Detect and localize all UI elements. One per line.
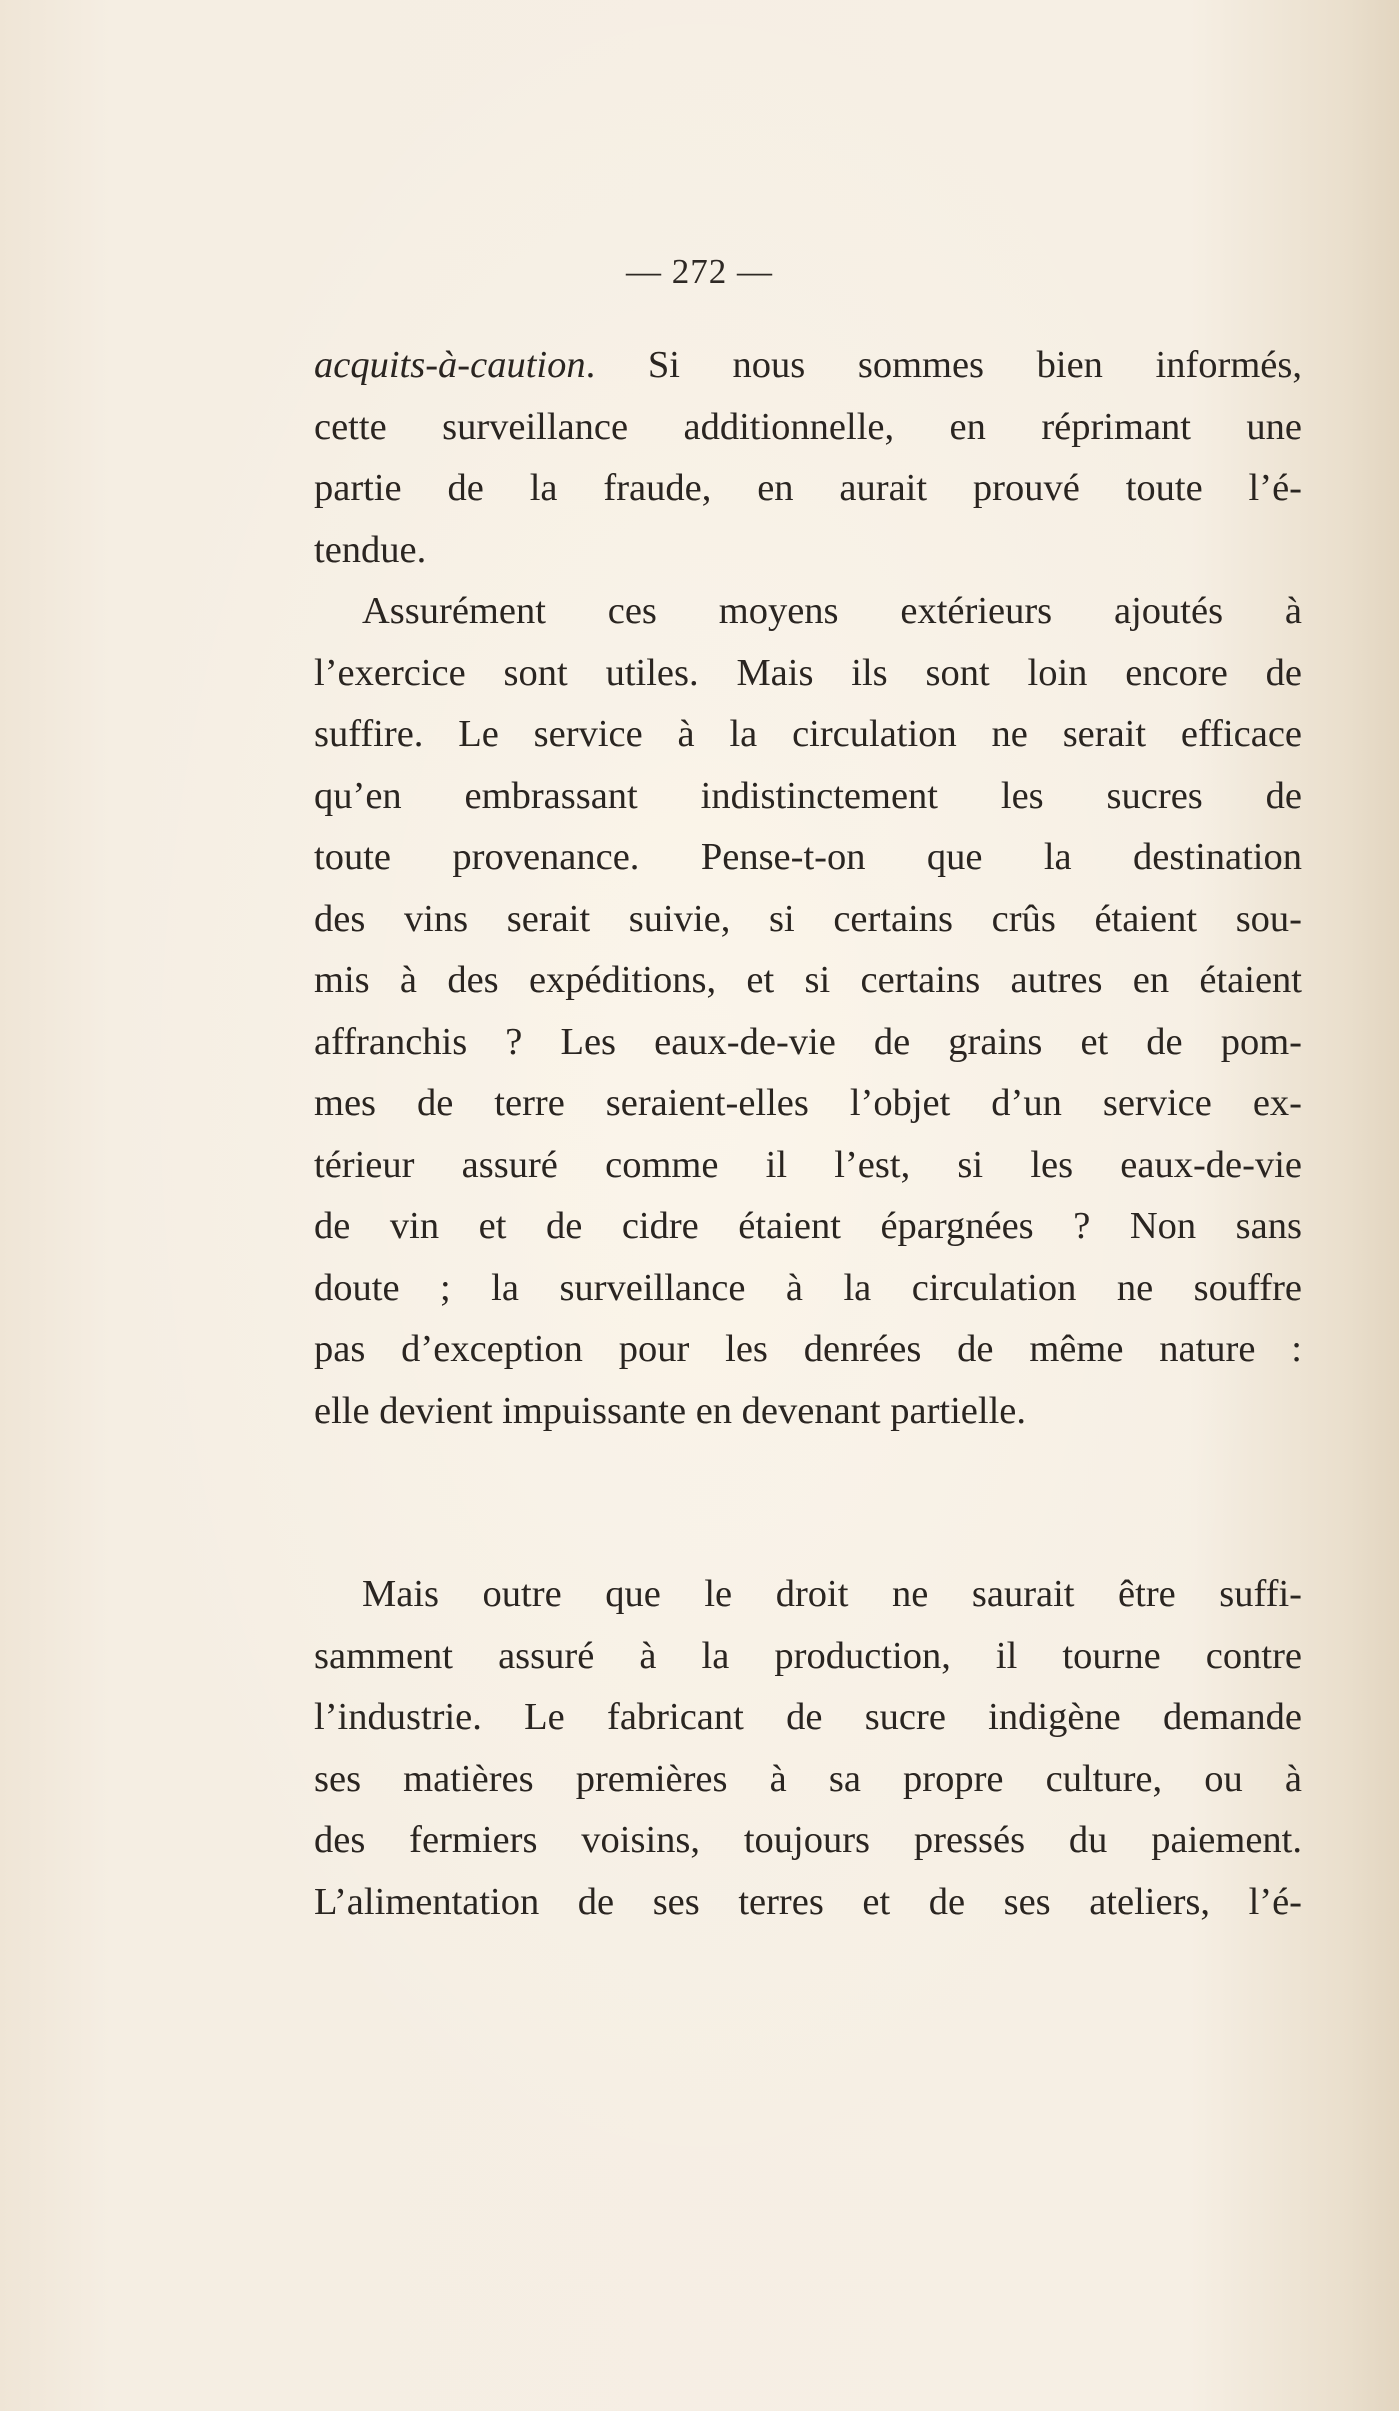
text-line: L’alimentation de ses terres et de ses ateliers, l’é- (314, 1880, 1302, 1923)
text-line: Assurément ces moyens extérieurs ajoutés à (362, 590, 1302, 632)
text-line: qu’en embrassant indistinctement les sucres de (314, 774, 1302, 817)
text-block-upper (314, 335, 1302, 1442)
text-line: mis à des expéditions, et si certains autres en étaient (314, 959, 1302, 1001)
text-line: cette surveillance additionnelle, en réprimant une (314, 405, 1302, 448)
text-line: samment assuré à la production, il tourne contre (314, 1634, 1302, 1677)
italic-term: acquits-à-caution (314, 344, 586, 386)
text-line: térieur assuré comme il l’est, si les eaux-de-vie (314, 1143, 1302, 1186)
page-number: — 272 — (626, 252, 773, 291)
text-line: elle devient impuissante en devenant partielle. (314, 1389, 1026, 1432)
text-line: Mais outre que le droit ne saurait être suffi- (362, 1573, 1302, 1615)
text-line: pas d’exception pour les denrées de même nature : (314, 1328, 1302, 1370)
text-line: suffire. Le service à la circulation ne serait efficace (314, 713, 1302, 755)
text-line-content: . Si nous sommes bien informés, (585, 344, 1302, 386)
text-line: mes de terre seraient-elles l’objet d’un service ex- (314, 1082, 1302, 1124)
text-line: des vins serait suivie, si certains crûs étaient sou- (314, 897, 1302, 940)
text-line: de vin et de cidre étaient épargnées ? Non sans (314, 1205, 1302, 1247)
text-line: affranchis ? Les eaux-de-vie de grains et de pom- (314, 1020, 1302, 1063)
text-line: l’exercice sont utiles. Mais ils sont loin encore de (314, 651, 1302, 694)
text-line: toute provenance. Pense-t-on que la destination (314, 836, 1302, 878)
text-line: ses matières premières à sa propre culture, ou à (314, 1757, 1302, 1800)
text-line: l’industrie. Le fabricant de sucre indigène demande (314, 1696, 1302, 1738)
text-line (314, 335, 1302, 397)
text-line: partie de la fraude, en aurait prouvé toute l’é- (314, 467, 1302, 509)
text-block-lower (314, 1564, 1302, 1933)
text-line: doute ; la surveillance à la circulation ne souffre (314, 1266, 1302, 1309)
text-line: tendue. (314, 528, 427, 571)
text-line: des fermiers voisins, toujours pressés du paiement. (314, 1819, 1302, 1861)
